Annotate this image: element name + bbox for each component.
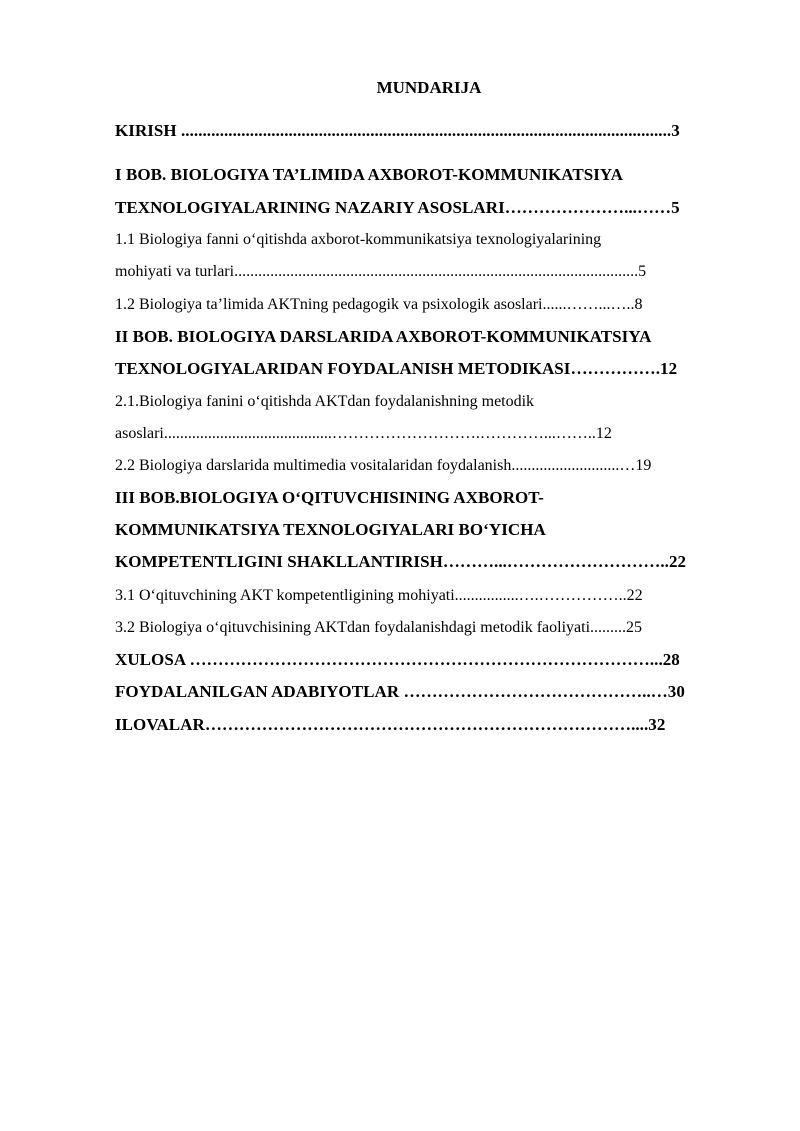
toc-chapter-3-title-line-3: KOMPETENTLIGINI SHAKLLANTIRISH………...………………………..22: [115, 552, 687, 571]
toc-entry-xulosa: XULOSA ………………………………………………………………………...28: [115, 650, 680, 669]
toc-section-1-1-line-2: mohiyati va turlari.....................................................................................................5: [115, 263, 647, 280]
toc-section-3-2: 3.2 Biologiya o‘qituvchisining AKTdan foydalanishdagi metodik faoliyati.........25: [115, 619, 643, 636]
toc-section-2-1-line-1: 2.1.Biologiya fanini o‘qitishda AKTdan foydalanishning metodik: [115, 393, 535, 410]
toc-title: MUNDARIJA: [376, 78, 482, 97]
toc-section-2-1-line-2: asoslari..........................................……………………….…………...……..12: [115, 425, 612, 442]
toc-section-1-2: 1.2 Biologiya ta’limida AKTning pedagogik va psixologik asoslari......……...…..8: [115, 296, 643, 313]
toc-chapter-3-title-line-2: KOMMUNIKATSIYA TEXNOLOGIYALARI BO‘YICHA: [115, 520, 546, 539]
toc-entry-foydalanilgan-adabiyotlar: FOYDALANILGAN ADABIYOTLAR ……………………………………..…30: [115, 682, 685, 701]
toc-section-1-1-line-1: 1.1 Biologiya fanni o‘qitishda axborot-kommunikatsiya texnologiyalarining: [115, 231, 602, 248]
toc-section-3-1: 3.1 O‘qituvchining AKT kompetentligining mohiyati................….……………..22: [115, 587, 643, 604]
toc-section-2-2: 2.2 Biologiya darslarida multimedia vositalaridan foydalanish...........................…19: [115, 457, 652, 474]
toc-chapter-3-title-line-1: III BOB.BIOLOGIYA O‘QITUVCHISINING AXBOROT-: [115, 488, 544, 507]
toc-entry-ilovalar: ILOVALAR…………………………………………………………………....32: [115, 715, 666, 734]
toc-chapter-1-title-line-1: I BOB. BIOLOGIYA TA’LIMIDA AXBOROT-KOMMUNIKATSIYA: [115, 165, 623, 184]
toc-chapter-1-title-line-2: TEXNOLOGIYALARINING NAZARIY ASOSLARI…………………...……5: [115, 198, 680, 217]
toc-chapter-2-title-line-1: II BOB. BIOLOGIYA DARSLARIDA AXBOROT-KOMMUNIKATSIYA: [115, 327, 652, 346]
toc-entry-kirish: KIRISH ..................................................................................................................3: [115, 121, 680, 140]
toc-chapter-2-title-line-2: TEXNOLOGIYALARIDAN FOYDALANISH METODIKASI…………….12: [115, 359, 678, 378]
